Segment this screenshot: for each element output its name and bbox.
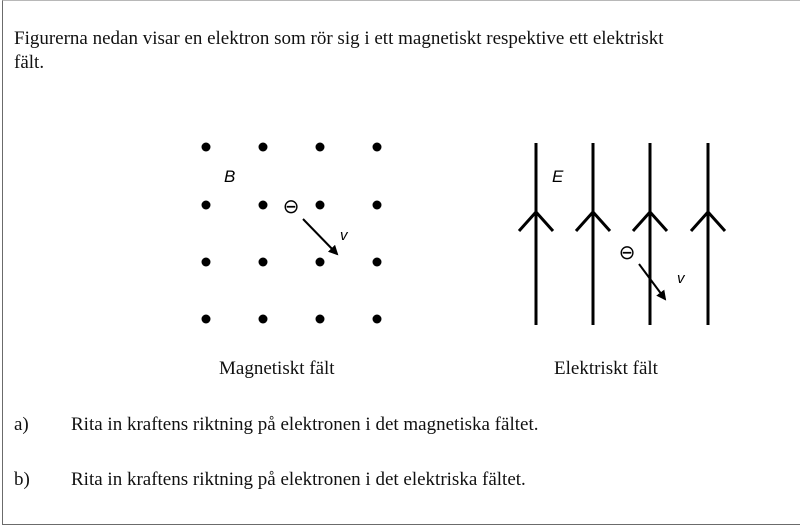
intro-line-1: Figurerna nedan visar en elektron som rör sig i ett magnetiskt respektive ett elektriskt (14, 28, 664, 49)
field-dot (373, 201, 382, 210)
b-field-label: B (224, 167, 236, 186)
field-dot (316, 201, 325, 210)
electric-field-figure (519, 143, 725, 325)
electron-symbol-magnetic: ⊖ (282, 194, 300, 218)
field-dot (259, 315, 268, 324)
question-b-text: Rita in kraftens riktning på elektronen i det elektriska fältet. (71, 469, 526, 490)
velocity-arrow-electric (639, 264, 665, 299)
electron-symbol-electric: ⊖ (618, 240, 636, 264)
field-dot (202, 143, 211, 152)
caption-electric: Elektriskt fält (554, 358, 658, 379)
velocity-arrow-magnetic (303, 219, 337, 254)
field-lines (519, 143, 725, 325)
e-field-label: E (552, 167, 564, 186)
field-dot (202, 201, 211, 210)
field-dot (373, 258, 382, 267)
question-a-letter: a) (14, 414, 29, 435)
question-a-text: Rita in kraftens riktning på elektronen i det magnetiska fältet. (71, 414, 539, 435)
field-dot (316, 258, 325, 267)
caption-magnetic: Magnetiskt fält (219, 358, 335, 379)
field-dot (259, 143, 268, 152)
field-dot (316, 143, 325, 152)
velocity-label-magnetic: v (340, 227, 348, 244)
velocity-label-electric: v (677, 270, 685, 287)
field-dot (259, 201, 268, 210)
field-dot (316, 315, 325, 324)
intro-line-2: fält. (14, 52, 45, 73)
magnetic-field-figure (202, 143, 382, 324)
field-dot (259, 258, 268, 267)
question-b-letter: b) (14, 469, 30, 490)
field-dot (202, 315, 211, 324)
field-dot (373, 315, 382, 324)
field-dot (373, 143, 382, 152)
field-dot (202, 258, 211, 267)
